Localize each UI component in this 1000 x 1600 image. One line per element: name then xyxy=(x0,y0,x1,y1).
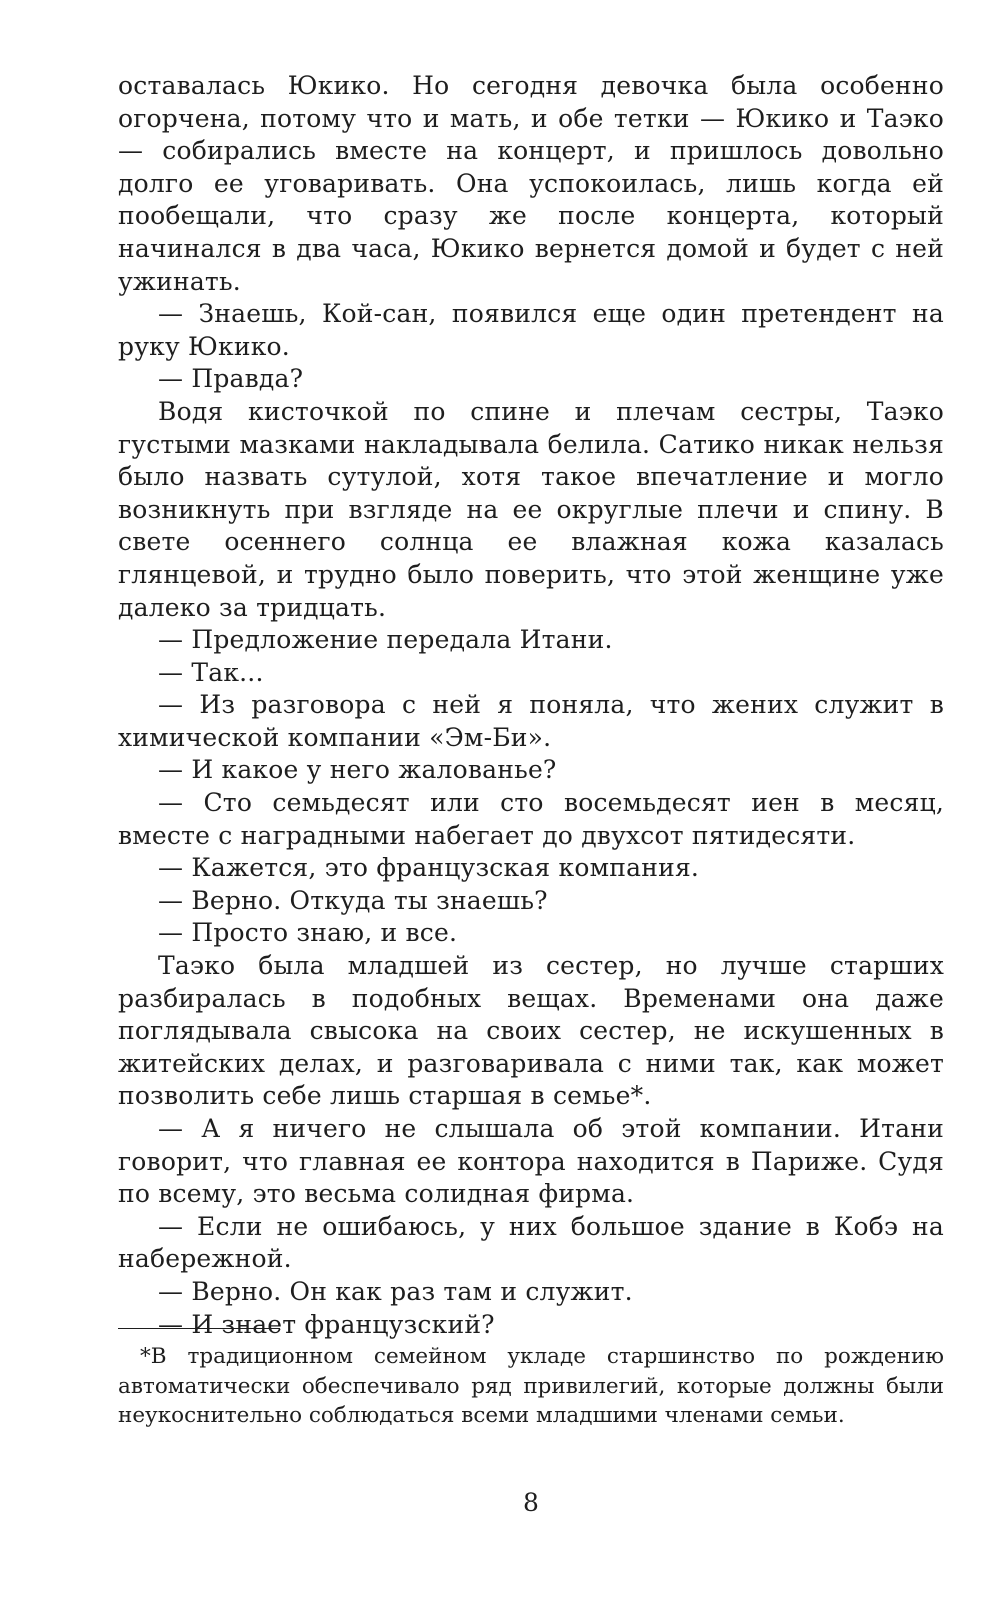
paragraph: — Сто семьдесят или сто восемьдесят иен в месяц, вместе с наградными набегает до двухсот пятидесяти. xyxy=(118,788,944,850)
paragraph: — А я ничего не слышала об этой компании. Итани говорит, что главная ее контора находится в Париже. Судя по всему, это весьма солидная фирма. xyxy=(118,1114,944,1209)
paragraph: — И какое у него жалованье? xyxy=(158,755,557,785)
book-page xyxy=(118,70,944,1550)
paragraph: — Правда? xyxy=(158,364,304,394)
paragraph: — Так... xyxy=(158,657,264,687)
paragraph: — Кажется, это французская компания. xyxy=(158,853,700,883)
page-number: 8 xyxy=(523,1488,539,1517)
paragraph: Водя кисточкой по спине и плечам сестры, Таэко густыми мазками накладывала белила. Сатико никак нельзя было назвать сутулой, хотя такое впечатление и могло возникнуть при взгляде на ее округлые плечи и спину. В свете осеннего солнца ее влажная кожа казалась глянцевой, и трудно было поверить, что этой женщине уже далеко за тридцать. xyxy=(118,396,944,622)
footnote: *В традиционном семейном укладе старшинство по рождению автоматически обеспечивало ряд привилегий, которые должны были неукоснительно соблюдаться всеми младшими членами семьи. xyxy=(118,1344,944,1428)
paragraph: — Верно. Он как раз там и служит. xyxy=(158,1276,633,1306)
paragraph: — Верно. Откуда ты знаешь? xyxy=(158,885,548,915)
paragraph: — Предложение передала Итани. xyxy=(158,625,613,655)
paragraph: — Просто знаю, и все. xyxy=(158,918,458,948)
paragraph: оставалась Юкико. Но сегодня девочка была особенно огорчена, потому что и мать, и обе тетки — Юкико и Таэко — собирались вместе на концерт, и пришлось довольно долго ее уговаривать. Она успокоилась, лишь когда ей пообещали, что сразу же после концерта, который начинался в два часа, Юкико вернется домой и будет с ней ужинать. xyxy=(118,71,944,296)
paragraph: — Если не ошибаюсь, у них большое здание в Кобэ на набережной. xyxy=(118,1211,944,1274)
paragraph: Таэко была младшей из сестер, но лучше старших разбиралась в подобных вещах. Временами она даже поглядывала свысока на своих сестер, не искушенных в житейских делах, и разговаривала с ними так, как может позволить себе лишь старшая в семье*. xyxy=(118,951,944,1111)
paragraph: — Из разговора с ней я поняла, что жених служит в химической компании «Эм-Би». xyxy=(118,690,944,752)
paragraph: — И знает французский? xyxy=(158,1309,495,1339)
footnote-divider xyxy=(118,1328,280,1329)
body-text xyxy=(118,70,944,1341)
paragraph: — Знаешь, Кой-сан, появился еще один претендент на руку Юкико. xyxy=(118,299,944,361)
